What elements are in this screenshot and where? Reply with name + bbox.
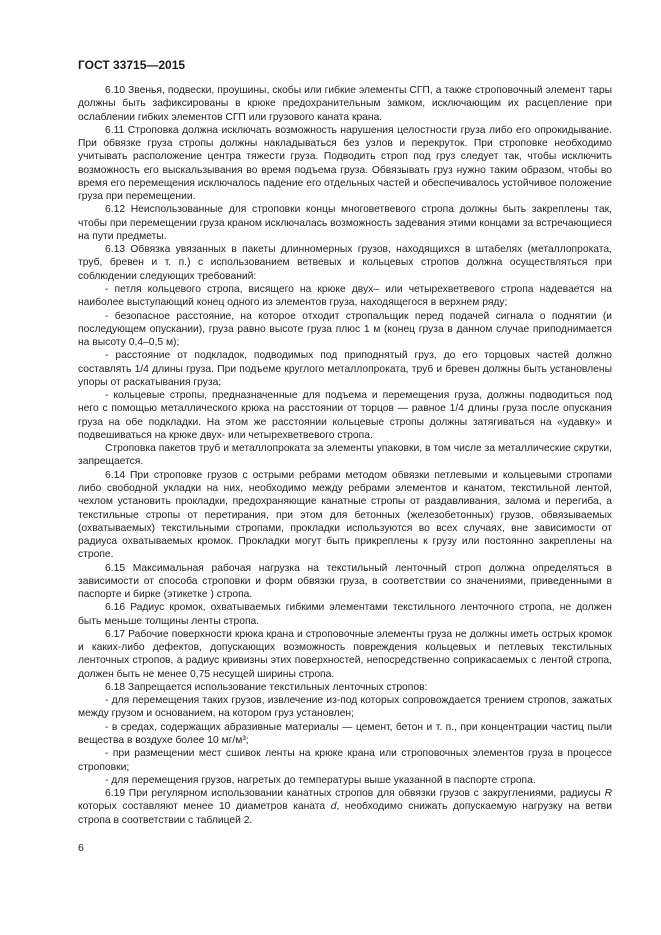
paragraph-6-13: 6.13 Обвязка увязанных в пакеты длинномерных грузов, находящихся в штабелях (металлопроката, труб, бревен и т. п.) с использованием ветвевых и кольцевых стропов должна осуществляться при соблюдении следующих требований: [78, 244, 612, 282]
list-item: - для перемещения грузов, нагретых до температуры выше указанной в паспорте стропа. [105, 774, 536, 786]
paragraph-6-16: 6.16 Радиус кромок, охватываемых гибкими элементами текстильного ленточного стропа, не должен быть меньше толщины ленты стропа. [78, 602, 612, 627]
paragraph-strapping-prohibition: Строповка пакетов труб и металлопроката за элементы упаковки, в том числе за металлические скрутки, запрещается. [78, 443, 612, 468]
page-number: 6 [78, 842, 84, 854]
list-item: - безопасное расстояние, на которое отходит стропальщик перед подачей сигнала о поднятии (и последующем опускании), груза равно высоте груза плюс 1 м (конец груза в данном случае приподнимается на высоту 0,4–0,5 м); [78, 310, 612, 349]
paragraph-6-17: 6.17 Рабочие поверхности крюка крана и строповочные элементы груза не должны иметь острых кромок и каких-либо дефектов, допускающих возможность повреждения кольцевых и петлевых текстильных ленточных стропов, а радиус кривизны этих поверхностей, непосредственно соприкасаемых с лентой стропа, должен быть не менее 0,75 несущей ширины стропа. [78, 628, 612, 680]
list-item: - кольцевые стропы, предназначенные для подъема и перемещения груза, должны подводиться под него с помощью металлического крюка на расстоянии от торцов — равное 1/4 длины груза после опускания груза на обе подкладки. На этом же расстоянии кольцевые стропы должны затягиваться на «удавку» и подвешиваться на крюке двух- или четырехветвевого стропа. [78, 390, 612, 441]
paragraph-6-10: 6.10 Звенья, подвески, проушины, скобы или гибкие элементы СГП, а также строповочный элемент тары должны быть зафиксированы в крюке предохранительным замком, исключающим их расцепление при ослаблении гибких элементов СГП или грузового каната крана. [78, 85, 612, 123]
paragraph-6-14: 6.14 При строповке грузов с острыми ребрами методом обвязки петлевыми и кольцевыми стропами либо свободной укладки на них, необходимо между ребрами элементов и канатом, текстильной лентой, чехлом установить прокладки, предохраняющие канатные стропы от раздавливания, залома и перегиба, а текстильные стропы от перетирания, при этом для бетонных (железобетонных) грузов, обвязываемых (охватываемых) текстильными стропами, прокладки используются во всех случаях, вне зависимости от радиуса охватываемых кромок. Прокладки могут быть прикреплены к грузу или постоянно закреплены на стропе. [78, 469, 612, 561]
list-item: - в средах, содержащих абразивные материалы — цемент, бетон и т. п., при концентрации частиц пыли вещества в воздухе более 10 мг/м³; [78, 721, 612, 747]
paragraph-6-18: 6.18 Запрещается использование текстильных ленточных стропов: [105, 681, 428, 693]
list-item: - петля кольцевого стропа, висящего на крюке двух– или четырехветвевого стропа надевается на наиболее выступающий конец одного из элементов груза, находящегося в верхнем ряду; [78, 283, 612, 309]
paragraph-6-19-text: которых составляют менее 10 диаметров каната [78, 801, 331, 813]
paragraph-6-19 [78, 787, 612, 827]
document-header: ГОСТ 33715—2015 [78, 58, 186, 72]
paragraph-6-11: 6.11 Строповка должна исключать возможность нарушения целостности груза либо его опрокидывание. При обвязке груза стропы должны накладываться без узлов и перекруток. При строповке необходимо учитывать расположение центра тяжести груза. Подводить строп под груз следует так, чтобы исключить возможность его выскальзывания во время подъема груза. Обвязывать груз нужно таким образом, чтобы во время его перемещения исключалось падение его отдельных частей и обеспечивалось устойчивое положение груза при перемещении. [78, 124, 612, 203]
document-body [78, 84, 612, 827]
list-item: - для перемещения таких грузов, извлечение из-под которых сопровождается трением стропов, зажатых между грузом и основанием, на котором груз установлен; [78, 695, 612, 720]
paragraph-6-19-text: 6.19 При регулярном использовании канатных стропов для обвязки грузов с закруглениями, радиусы [105, 788, 605, 800]
paragraph-6-12: 6.12 Неиспользованные для строповки концы многоветвевого стропа должны быть закреплены так, чтобы при перемещении груза краном исключалась возможность задевания этими концами за встречающиеся на пути предметы. [78, 204, 612, 242]
list-item: - расстояние от подкладок, подводимых под приподнятый груз, до его торцовых частей должно составлять 1/4 длины груза. При подъеме круглого металлопроката, труб и бревен должны быть установлены упоры от раскатывания груза; [78, 350, 612, 388]
radius-variable: R [604, 788, 612, 800]
paragraph-6-19-text: , необходимо снижать допускаемую нагрузку на ветви стропа в соответствии с таблицей 2. [78, 801, 612, 826]
list-item: - при размещении мест сшивок ленты на крюке крана или строповочных элементов груза в процессе строповки; [78, 748, 612, 773]
diameter-variable: d [330, 801, 337, 813]
paragraph-6-15: 6.15 Максимальная рабочая нагрузка на текстильный ленточный строп должна определяться в зависимости от способа строповки и форм обвязки груза, в соответствии со значениями, приведенными в паспорте и бирке (этикетке ) стропа. [78, 562, 612, 601]
